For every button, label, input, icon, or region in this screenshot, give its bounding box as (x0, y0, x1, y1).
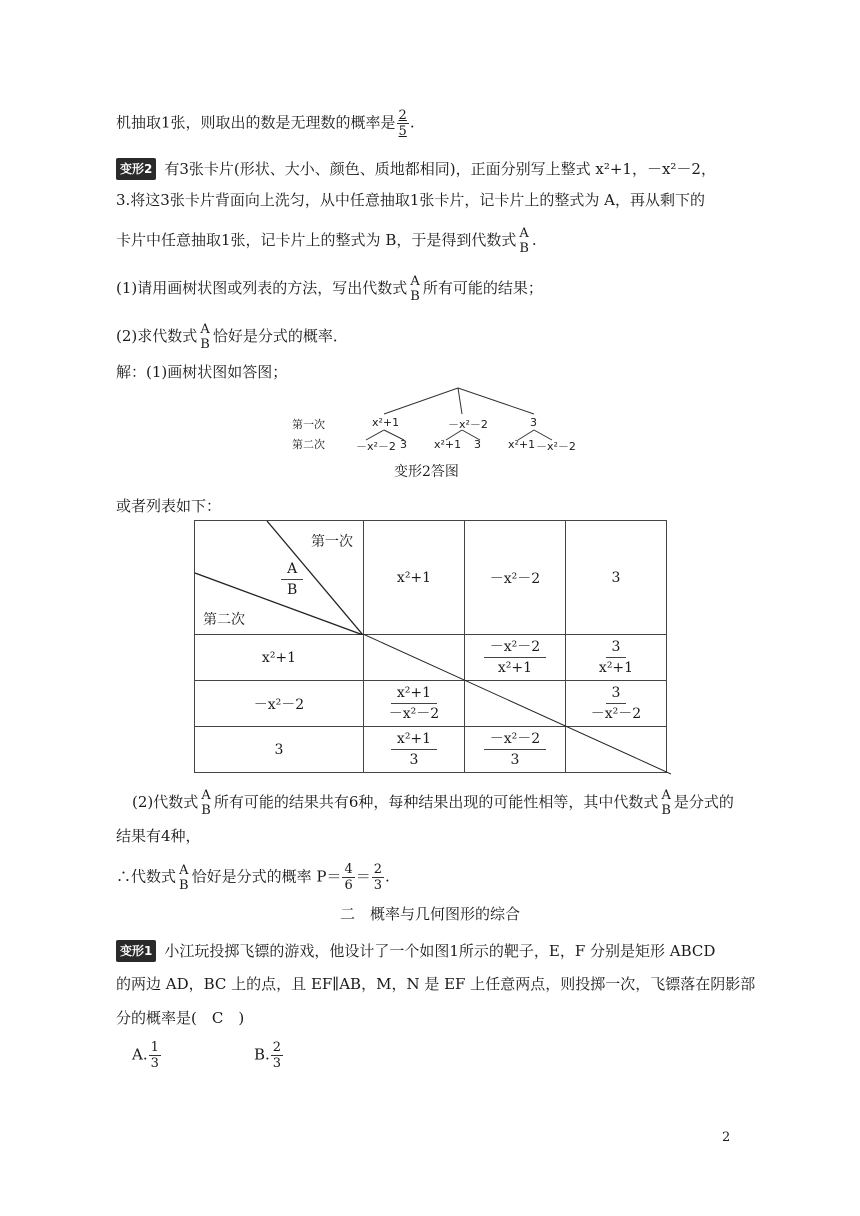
tree-node-3: 3 (530, 416, 537, 429)
tree-node-2: －x²－2 (448, 418, 488, 431)
tree-caption: 变形2答图 (394, 464, 459, 480)
question-1: (1)请用画树状图或列表的方法，写出代数式 A B 所有可能的结果； (116, 274, 543, 304)
table-cell: $\frac{\text{－x²－2}}{3}$ (465, 727, 566, 773)
option-a: A. $\frac{1}{3}$ (132, 1040, 159, 1071)
variant-tag: 变形2 (116, 158, 156, 180)
corner-ab-fraction: $\frac{A}{B}$ (281, 559, 303, 600)
tree-leaf: －x²－2 (356, 440, 396, 453)
table-corner (195, 521, 364, 635)
tree-leaf: 3 (474, 438, 481, 451)
table-cell: $\frac{\text{x²+1}}{\text{－x²－2}}$ (364, 681, 465, 727)
row-label: 3 (195, 727, 364, 773)
row-label: x²+1 (195, 635, 364, 681)
table-intro: 或者列表如下： (116, 497, 222, 515)
solution-intro: 解：(1)画树状图如答图； (116, 363, 288, 381)
row-label: －x²－2 (195, 681, 364, 727)
tree-leaf: x²+1 (508, 438, 536, 451)
table-cell: $\frac{\text{x²+1}}{3}$ (364, 727, 465, 773)
section-heading: 二 概率与几何图形的综合 (340, 905, 521, 923)
variant1-line2: 的两边 AD，BC 上的点，且 EF∥AB，M，N 是 EF 上任意两点，则投掷一次，飞镖落在阴影部 (116, 975, 756, 993)
table-cell: $\frac{\text{－x²－2}}{\text{x²+1}}$ (465, 635, 566, 681)
answer-fraction: $\frac{2}{5}$ (398, 108, 407, 139)
tree-leaf: －x²－2 (536, 440, 576, 453)
part2-line2: 结果有4种， (116, 827, 201, 845)
header-cell: 3 (566, 521, 667, 635)
tree-node-1: x²+1 (372, 416, 400, 429)
table-cell: $\frac{3}{\text{x²+1}}$ (566, 635, 667, 681)
corner-second: 第二次 (203, 612, 245, 628)
part2-line1: (2)代数式 A B 所有可能的结果共有6种，每种结果出现的可能性相等，其中代数式 A B 是分式的 (132, 788, 734, 818)
variant2-line2: 3.将这3张卡片背面向上洗匀，从中任意抽取1张卡片，记卡片上的整式为 A，再从剩下的 (116, 191, 706, 209)
variant2-line1: 变形2 有3张卡片(形状、大小、颜色、质地都相同)，正面分别写上整式 x²+1，－x²－2， (116, 158, 716, 180)
tree-label-first: 第一次 (292, 418, 325, 431)
table-diagonal-line (363, 634, 671, 776)
table-cell: $\frac{3}{\text{－x²－2}}$ (566, 681, 667, 727)
variant2-line3: 卡片中任意抽取1张，记卡片上的整式为 B，于是得到代数式 A B . (116, 226, 537, 256)
option-b: B. $\frac{2}{3}$ (254, 1040, 282, 1071)
variant1-line3: 分的概率是( C ) (116, 1009, 245, 1027)
part2-line3: ∴代数式 A B 恰好是分式的概率 P＝ $\frac{4}{6}$ ＝ $\frac{2}{3}$ . (116, 862, 390, 893)
variant1-line1: 变形1 小江玩投掷飞镖的游戏，他设计了一个如图1所示的靶子，E，F 分别是矩形 ABCD (116, 940, 715, 962)
header-cell: －x²－2 (465, 521, 566, 635)
tree-label-second: 第二次 (292, 438, 325, 451)
question-2: (2)求代数式 A B 恰好是分式的概率． (116, 322, 348, 352)
corner-first: 第一次 (311, 534, 353, 550)
variant-tag: 变形1 (116, 940, 156, 962)
header-cell: x²+1 (364, 521, 465, 635)
tree-leaf: 3 (400, 438, 407, 451)
text-line-1: 机抽取1张，则取出的数是无理数的概率是 $\frac{2}{5}$ . (116, 108, 415, 139)
page-number: 2 (722, 1130, 731, 1145)
tree-leaf: x²+1 (434, 438, 462, 451)
